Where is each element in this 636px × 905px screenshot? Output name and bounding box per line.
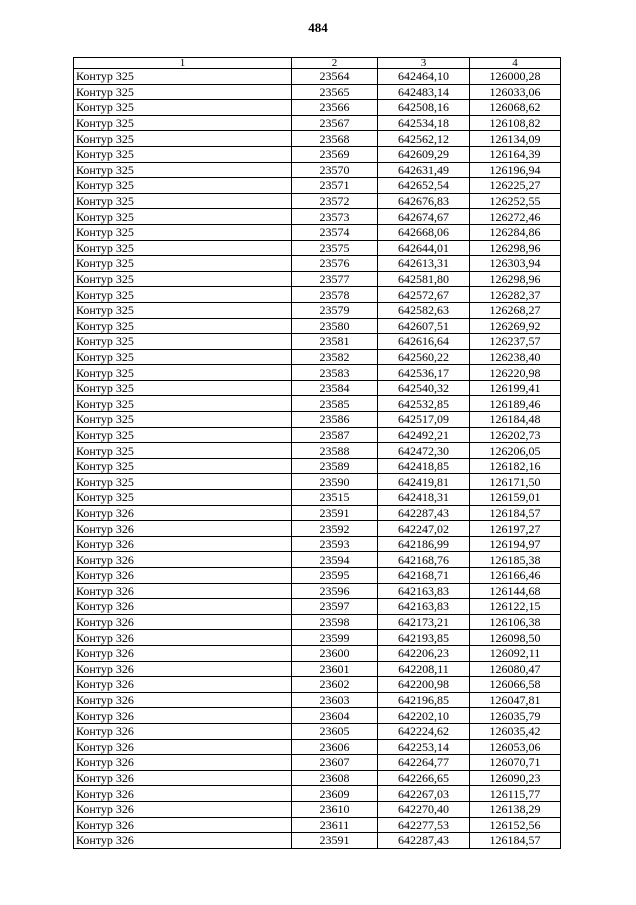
contour-name-cell: Контур 325 (74, 209, 292, 225)
table-row (74, 817, 561, 833)
x-coordinate-cell: 642277,53 (378, 817, 470, 833)
x-coordinate-cell: 642418,31 (378, 490, 470, 506)
y-coordinate-cell: 126238,40 (470, 349, 561, 365)
x-coordinate-cell: 642472,30 (378, 443, 470, 459)
table-row (74, 490, 561, 506)
point-number-cell: 23601 (292, 661, 378, 677)
y-coordinate-cell: 126000,28 (470, 69, 561, 85)
y-coordinate-cell: 126171,50 (470, 474, 561, 490)
column-header-1: 1 (74, 58, 292, 69)
x-coordinate-cell: 642208,11 (378, 661, 470, 677)
y-coordinate-cell: 126194,97 (470, 536, 561, 552)
point-number-cell: 23596 (292, 583, 378, 599)
point-number-cell: 23602 (292, 677, 378, 693)
x-coordinate-cell: 642492,21 (378, 427, 470, 443)
table-row (74, 412, 561, 428)
table-row (74, 287, 561, 303)
x-coordinate-cell: 642532,85 (378, 396, 470, 412)
contour-name-cell: Контур 325 (74, 458, 292, 474)
y-coordinate-cell: 126053,06 (470, 739, 561, 755)
y-coordinate-cell: 126282,37 (470, 287, 561, 303)
point-number-cell: 23565 (292, 84, 378, 100)
y-coordinate-cell: 126182,16 (470, 458, 561, 474)
y-coordinate-cell: 126035,79 (470, 708, 561, 724)
point-number-cell: 23578 (292, 287, 378, 303)
contour-name-cell: Контур 325 (74, 443, 292, 459)
contour-name-cell: Контур 325 (74, 287, 292, 303)
contour-name-cell: Контур 326 (74, 614, 292, 630)
y-coordinate-cell: 126272,46 (470, 209, 561, 225)
y-coordinate-cell: 126115,77 (470, 786, 561, 802)
table-row (74, 505, 561, 521)
y-coordinate-cell: 126080,47 (470, 661, 561, 677)
y-coordinate-cell: 126166,46 (470, 568, 561, 584)
x-coordinate-cell: 642644,01 (378, 240, 470, 256)
x-coordinate-cell: 642613,31 (378, 256, 470, 272)
contour-name-cell: Контур 325 (74, 365, 292, 381)
x-coordinate-cell: 642582,63 (378, 302, 470, 318)
table-row (74, 115, 561, 131)
point-number-cell: 23579 (292, 302, 378, 318)
table-row (74, 193, 561, 209)
y-coordinate-cell: 126164,39 (470, 146, 561, 162)
contour-name-cell: Контур 326 (74, 833, 292, 849)
point-number-cell: 23582 (292, 349, 378, 365)
y-coordinate-cell: 126184,57 (470, 505, 561, 521)
point-number-cell: 23576 (292, 256, 378, 272)
x-coordinate-cell: 642676,83 (378, 193, 470, 209)
point-number-cell: 23603 (292, 692, 378, 708)
table-row (74, 645, 561, 661)
y-coordinate-cell: 126066,58 (470, 677, 561, 693)
x-coordinate-cell: 642173,21 (378, 614, 470, 630)
x-coordinate-cell: 642168,76 (378, 552, 470, 568)
table-row (74, 521, 561, 537)
x-coordinate-cell: 642631,49 (378, 162, 470, 178)
table-row (74, 131, 561, 147)
x-coordinate-cell: 642419,81 (378, 474, 470, 490)
y-coordinate-cell: 126134,09 (470, 131, 561, 147)
x-coordinate-cell: 642247,02 (378, 521, 470, 537)
table-row (74, 614, 561, 630)
contour-name-cell: Контур 326 (74, 770, 292, 786)
table-row (74, 692, 561, 708)
y-coordinate-cell: 126303,94 (470, 256, 561, 272)
point-number-cell: 23583 (292, 365, 378, 381)
table-row (74, 568, 561, 584)
contour-name-cell: Контур 325 (74, 193, 292, 209)
contour-name-cell: Контур 325 (74, 240, 292, 256)
point-number-cell: 23589 (292, 458, 378, 474)
contour-name-cell: Контур 326 (74, 599, 292, 615)
table-row (74, 755, 561, 771)
contour-name-cell: Контур 325 (74, 256, 292, 272)
table-row (74, 661, 561, 677)
contour-name-cell: Контур 325 (74, 334, 292, 350)
table-row (74, 770, 561, 786)
x-coordinate-cell: 642508,16 (378, 100, 470, 116)
point-number-cell: 23569 (292, 146, 378, 162)
table-row (74, 599, 561, 615)
table-row (74, 801, 561, 817)
point-number-cell: 23574 (292, 224, 378, 240)
contour-name-cell: Контур 326 (74, 708, 292, 724)
x-coordinate-cell: 642287,43 (378, 833, 470, 849)
y-coordinate-cell: 126122,15 (470, 599, 561, 615)
point-number-cell: 23593 (292, 536, 378, 552)
x-coordinate-cell: 642652,54 (378, 178, 470, 194)
table-row (74, 162, 561, 178)
contour-name-cell: Контур 325 (74, 396, 292, 412)
contour-name-cell: Контур 325 (74, 69, 292, 85)
contour-name-cell: Контур 325 (74, 162, 292, 178)
table-row (74, 302, 561, 318)
point-number-cell: 23606 (292, 739, 378, 755)
x-coordinate-cell: 642193,85 (378, 630, 470, 646)
contour-name-cell: Контур 326 (74, 755, 292, 771)
point-number-cell: 23597 (292, 599, 378, 615)
point-number-cell: 23600 (292, 645, 378, 661)
y-coordinate-cell: 126092,11 (470, 645, 561, 661)
table-row (74, 271, 561, 287)
contour-name-cell: Контур 325 (74, 115, 292, 131)
contour-name-cell: Контур 325 (74, 100, 292, 116)
point-number-cell: 23607 (292, 755, 378, 771)
x-coordinate-cell: 642609,29 (378, 146, 470, 162)
x-coordinate-cell: 642267,03 (378, 786, 470, 802)
point-number-cell: 23580 (292, 318, 378, 334)
point-number-cell: 23567 (292, 115, 378, 131)
x-coordinate-cell: 642253,14 (378, 739, 470, 755)
point-number-cell: 23577 (292, 271, 378, 287)
contour-name-cell: Контур 326 (74, 723, 292, 739)
x-coordinate-cell: 642168,71 (378, 568, 470, 584)
contour-name-cell: Контур 326 (74, 521, 292, 537)
x-coordinate-cell: 642266,65 (378, 770, 470, 786)
table-row (74, 552, 561, 568)
y-coordinate-cell: 126298,96 (470, 240, 561, 256)
contour-name-cell: Контур 326 (74, 786, 292, 802)
table-row (74, 723, 561, 739)
y-coordinate-cell: 126138,29 (470, 801, 561, 817)
point-number-cell: 23572 (292, 193, 378, 209)
y-coordinate-cell: 126298,96 (470, 271, 561, 287)
y-coordinate-cell: 126269,92 (470, 318, 561, 334)
x-coordinate-cell: 642607,51 (378, 318, 470, 334)
contour-name-cell: Контур 325 (74, 271, 292, 287)
table-row (74, 349, 561, 365)
y-coordinate-cell: 126197,27 (470, 521, 561, 537)
table-row (74, 318, 561, 334)
table-row (74, 427, 561, 443)
point-number-cell: 23595 (292, 568, 378, 584)
point-number-cell: 23587 (292, 427, 378, 443)
table-body (74, 69, 561, 849)
point-number-cell: 23591 (292, 833, 378, 849)
column-header-3: 3 (378, 58, 470, 69)
table-row (74, 256, 561, 272)
table-row (74, 84, 561, 100)
contour-name-cell: Контур 326 (74, 630, 292, 646)
y-coordinate-cell: 126185,38 (470, 552, 561, 568)
point-number-cell: 23598 (292, 614, 378, 630)
contour-name-cell: Контур 326 (74, 817, 292, 833)
table-row (74, 365, 561, 381)
x-coordinate-cell: 642163,83 (378, 583, 470, 599)
contour-name-cell: Контур 325 (74, 349, 292, 365)
table-row (74, 583, 561, 599)
contour-name-cell: Контур 325 (74, 318, 292, 334)
y-coordinate-cell: 126189,46 (470, 396, 561, 412)
y-coordinate-cell: 126196,94 (470, 162, 561, 178)
point-number-cell: 23590 (292, 474, 378, 490)
table-row (74, 178, 561, 194)
contour-name-cell: Контур 326 (74, 505, 292, 521)
y-coordinate-cell: 126033,06 (470, 84, 561, 100)
contour-name-cell: Контур 325 (74, 146, 292, 162)
y-coordinate-cell: 126199,41 (470, 380, 561, 396)
y-coordinate-cell: 126070,71 (470, 755, 561, 771)
table-row (74, 458, 561, 474)
x-coordinate-cell: 642581,80 (378, 271, 470, 287)
table-row (74, 209, 561, 225)
contour-name-cell: Контур 325 (74, 178, 292, 194)
x-coordinate-cell: 642562,12 (378, 131, 470, 147)
contour-name-cell: Контур 326 (74, 692, 292, 708)
point-number-cell: 23515 (292, 490, 378, 506)
x-coordinate-cell: 642674,67 (378, 209, 470, 225)
table-row (74, 739, 561, 755)
x-coordinate-cell: 642560,22 (378, 349, 470, 365)
y-coordinate-cell: 126268,27 (470, 302, 561, 318)
x-coordinate-cell: 642483,14 (378, 84, 470, 100)
point-number-cell: 23570 (292, 162, 378, 178)
point-number-cell: 23584 (292, 380, 378, 396)
point-number-cell: 23594 (292, 552, 378, 568)
contour-name-cell: Контур 326 (74, 568, 292, 584)
point-number-cell: 23599 (292, 630, 378, 646)
coordinates-table (73, 57, 561, 849)
contour-name-cell: Контур 326 (74, 661, 292, 677)
table-row (74, 708, 561, 724)
table-row (74, 240, 561, 256)
contour-name-cell: Контур 326 (74, 645, 292, 661)
x-coordinate-cell: 642202,10 (378, 708, 470, 724)
x-coordinate-cell: 642572,67 (378, 287, 470, 303)
y-coordinate-cell: 126108,82 (470, 115, 561, 131)
y-coordinate-cell: 126106,38 (470, 614, 561, 630)
x-coordinate-cell: 642287,43 (378, 505, 470, 521)
x-coordinate-cell: 642418,85 (378, 458, 470, 474)
y-coordinate-cell: 126047,81 (470, 692, 561, 708)
contour-name-cell: Контур 325 (74, 427, 292, 443)
table-row (74, 224, 561, 240)
x-coordinate-cell: 642270,40 (378, 801, 470, 817)
y-coordinate-cell: 126068,62 (470, 100, 561, 116)
table-row (74, 786, 561, 802)
contour-name-cell: Контур 326 (74, 801, 292, 817)
point-number-cell: 23571 (292, 178, 378, 194)
x-coordinate-cell: 642264,77 (378, 755, 470, 771)
contour-name-cell: Контур 325 (74, 84, 292, 100)
contour-name-cell: Контур 326 (74, 739, 292, 755)
point-number-cell: 23591 (292, 505, 378, 521)
table-row (74, 677, 561, 693)
y-coordinate-cell: 126237,57 (470, 334, 561, 350)
contour-name-cell: Контур 325 (74, 224, 292, 240)
y-coordinate-cell: 126035,42 (470, 723, 561, 739)
x-coordinate-cell: 642668,06 (378, 224, 470, 240)
table-row (74, 69, 561, 85)
table-row (74, 833, 561, 849)
point-number-cell: 23610 (292, 801, 378, 817)
y-coordinate-cell: 126206,05 (470, 443, 561, 459)
point-number-cell: 23604 (292, 708, 378, 724)
table-row (74, 474, 561, 490)
contour-name-cell: Контур 325 (74, 131, 292, 147)
table-row (74, 146, 561, 162)
contour-name-cell: Контур 325 (74, 380, 292, 396)
column-header-2: 2 (292, 58, 378, 69)
page-number: 484 (308, 20, 328, 35)
point-number-cell: 23608 (292, 770, 378, 786)
table-row (74, 443, 561, 459)
contour-name-cell: Контур 325 (74, 474, 292, 490)
point-number-cell: 23581 (292, 334, 378, 350)
x-coordinate-cell: 642540,32 (378, 380, 470, 396)
table-row (74, 536, 561, 552)
table-row (74, 630, 561, 646)
point-number-cell: 23564 (292, 69, 378, 85)
contour-name-cell: Контур 326 (74, 583, 292, 599)
x-coordinate-cell: 642196,85 (378, 692, 470, 708)
table-row (74, 334, 561, 350)
table-row (74, 100, 561, 116)
contour-name-cell: Контур 326 (74, 677, 292, 693)
x-coordinate-cell: 642206,23 (378, 645, 470, 661)
point-number-cell: 23566 (292, 100, 378, 116)
point-number-cell: 23585 (292, 396, 378, 412)
point-number-cell: 23609 (292, 786, 378, 802)
x-coordinate-cell: 642517,09 (378, 412, 470, 428)
x-coordinate-cell: 642224,62 (378, 723, 470, 739)
x-coordinate-cell: 642536,17 (378, 365, 470, 381)
x-coordinate-cell: 642200,98 (378, 677, 470, 693)
point-number-cell: 23592 (292, 521, 378, 537)
y-coordinate-cell: 126284,86 (470, 224, 561, 240)
y-coordinate-cell: 126159,01 (470, 490, 561, 506)
x-coordinate-cell: 642534,18 (378, 115, 470, 131)
contour-name-cell: Контур 325 (74, 412, 292, 428)
point-number-cell: 23575 (292, 240, 378, 256)
y-coordinate-cell: 126098,50 (470, 630, 561, 646)
x-coordinate-cell: 642616,64 (378, 334, 470, 350)
y-coordinate-cell: 126090,23 (470, 770, 561, 786)
y-coordinate-cell: 126144,68 (470, 583, 561, 599)
table-row (74, 380, 561, 396)
x-coordinate-cell: 642186,99 (378, 536, 470, 552)
point-number-cell: 23611 (292, 817, 378, 833)
header-row (74, 58, 561, 69)
y-coordinate-cell: 126202,73 (470, 427, 561, 443)
table-row (74, 396, 561, 412)
y-coordinate-cell: 126220,98 (470, 365, 561, 381)
point-number-cell: 23605 (292, 723, 378, 739)
x-coordinate-cell: 642464,10 (378, 69, 470, 85)
y-coordinate-cell: 126252,55 (470, 193, 561, 209)
contour-name-cell: Контур 326 (74, 552, 292, 568)
x-coordinate-cell: 642163,83 (378, 599, 470, 615)
contour-name-cell: Контур 326 (74, 536, 292, 552)
point-number-cell: 23588 (292, 443, 378, 459)
y-coordinate-cell: 126225,27 (470, 178, 561, 194)
point-number-cell: 23573 (292, 209, 378, 225)
y-coordinate-cell: 126152,56 (470, 817, 561, 833)
y-coordinate-cell: 126184,57 (470, 833, 561, 849)
contour-name-cell: Контур 325 (74, 490, 292, 506)
y-coordinate-cell: 126184,48 (470, 412, 561, 428)
contour-name-cell: Контур 325 (74, 302, 292, 318)
point-number-cell: 23568 (292, 131, 378, 147)
point-number-cell: 23586 (292, 412, 378, 428)
column-header-4: 4 (470, 58, 561, 69)
